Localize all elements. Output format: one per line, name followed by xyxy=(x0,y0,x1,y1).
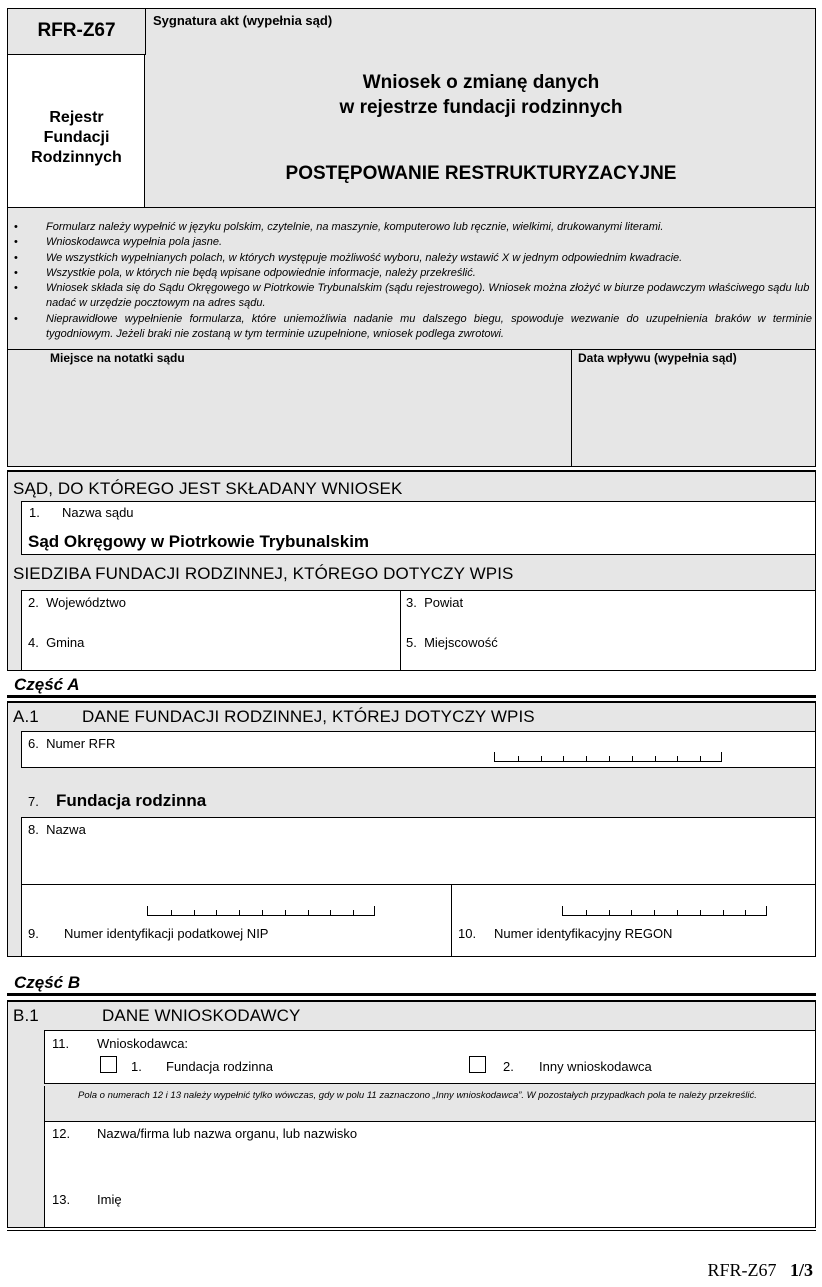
applicant-num: 11. xyxy=(52,1036,70,1051)
applicant-first-name-num: 13. xyxy=(52,1192,71,1207)
part-b-bottom-rule xyxy=(7,1227,816,1231)
family-foundation-num: 7. xyxy=(28,794,39,809)
page-footer xyxy=(600,1260,813,1281)
section-b1-title: DANE WNIOSKODAWCY xyxy=(102,1006,301,1025)
court-notes-divider xyxy=(571,349,572,467)
applicant-label: Wnioskodawca: xyxy=(97,1036,189,1051)
applicant-first-name-field[interactable] xyxy=(44,1187,815,1228)
registry-name-line-3: Rodzinnych xyxy=(31,149,122,166)
foundation-name-field[interactable] xyxy=(21,817,815,885)
instruction-item: • Wszystkie pola, w których nie będą wpisane odpowiednie informacje, należy przekreślić. xyxy=(8,266,812,281)
commune-label: 4. Gmina xyxy=(28,635,85,650)
section-b1-num: B.1 xyxy=(13,1006,39,1025)
locality-label: 5. Miejscowość xyxy=(406,635,498,650)
footer-page-number: 1/3 xyxy=(789,1260,813,1280)
footer-form-code: RFR-Z67 xyxy=(707,1260,777,1280)
regon-field[interactable] xyxy=(451,884,815,956)
form-subtitle: POSTĘPOWANIE RESTRUKTURYZACYJNE xyxy=(285,163,677,184)
instruction-item: • Wnioskodawca wypełnia pola jasne. xyxy=(8,235,812,250)
nip-field[interactable] xyxy=(21,884,451,956)
court-name-num: 1. xyxy=(29,505,40,520)
nip-num: 9. xyxy=(28,926,39,941)
court-signature-label: Sygnatura akt (wypełnia sąd) xyxy=(153,13,333,28)
instruction-item: • Nieprawidłowe wypełnienie formularza, które uniemożliwia nadanie mu dalszego biegu, spowoduje wezwanie do uzupełnienia braków w terminie tygodniowym. Jeżeli braki nie zostaną w tym terminie uzupełnione, wniosek podlega zwrotowi. xyxy=(8,312,812,343)
applicant-name-num: 12. xyxy=(52,1126,71,1141)
family-foundation-heading: Fundacja rodzinna xyxy=(56,791,207,810)
applicant-fields-note: Pola o numerach 12 i 13 należy wypełnić tylko wówczas, gdy w polu 11 zaznaczono „Inny wnioskodawca”. W pozostałych przypadkach pola te należy przekreślić. xyxy=(44,1086,815,1122)
instruction-item: • Formularz należy wypełnić w języku polskim, czytelnie, na maszynie, komputerowo lub ręcznie, wielkimi, drukowanymi literami. xyxy=(8,220,812,235)
section-a1-title: DANE FUNDACJI RODZINNEJ, KTÓREJ DOTYCZY WPIS xyxy=(82,707,535,726)
part-b-title: Część B xyxy=(14,973,81,992)
applicant-option-foundation-label: Fundacja rodzinna xyxy=(166,1059,273,1074)
instruction-item: • We wszystkich wypełnianych polach, w których występuje możliwość wyboru, należy wstawić X w jednym odpowiednim kwadracie. xyxy=(8,251,812,266)
court-name-value: Sąd Okręgowy w Piotrkowie Trybunalskim xyxy=(28,532,370,551)
seat-section-title: SIEDZIBA FUNDACJI RODZINNEJ, KTÓREGO DOTYCZY WPIS xyxy=(13,564,514,583)
regon-label: Numer identyfikacyjny REGON xyxy=(494,926,673,941)
regon-num: 10. xyxy=(458,926,477,941)
applicant-option-foundation-checkbox[interactable] xyxy=(100,1056,117,1073)
voivodeship-label: 2. Województwo xyxy=(28,595,127,610)
registry-name-line-2: Fundacji xyxy=(43,129,110,146)
instructions-list xyxy=(8,220,812,342)
registry-name-line-1: Rejestr xyxy=(49,109,104,126)
applicant-option-other-num: 2. xyxy=(503,1059,514,1074)
foundation-name-label: 8. Nazwa xyxy=(28,822,86,837)
rfr-number-comb xyxy=(494,752,722,762)
rfr-number-label: 6. Numer RFR xyxy=(28,736,116,751)
applicant-option-other-label: Inny wnioskodawca xyxy=(539,1059,652,1074)
applicant-first-name-label: Imię xyxy=(97,1192,122,1207)
nip-comb xyxy=(147,906,375,916)
nip-label: Numer identyfikacji podatkowej NIP xyxy=(64,926,269,941)
rfr-number-field[interactable] xyxy=(21,731,815,768)
regon-comb xyxy=(562,906,767,916)
court-section-title: SĄD, DO KTÓREGO JEST SKŁADANY WNIOSEK xyxy=(13,479,403,498)
received-date-label: Data wpływu (wypełnia sąd) xyxy=(578,351,737,365)
applicant-name-label: Nazwa/firma lub nazwa organu, lub nazwisko xyxy=(97,1126,358,1141)
applicant-option-other-checkbox[interactable] xyxy=(469,1056,486,1073)
part-a-rule xyxy=(7,695,816,698)
registry-name xyxy=(8,108,145,168)
part-b-rule xyxy=(7,993,816,996)
form-code: RFR-Z67 xyxy=(37,20,116,41)
court-notes-label: Miejsce na notatki sądu xyxy=(50,351,185,365)
court-notes-area xyxy=(7,349,816,467)
form-title xyxy=(146,70,816,120)
applicant-option-foundation-num: 1. xyxy=(131,1059,142,1074)
part-a-title: Część A xyxy=(14,675,80,694)
court-name-label: Nazwa sądu xyxy=(62,505,134,520)
form-title-line-1: Wniosek o zmianę danych xyxy=(362,72,600,93)
form-title-line-2: w rejestrze fundacji rodzinnych xyxy=(339,97,623,118)
section-a1-num: A.1 xyxy=(13,707,39,726)
district-label: 3. Powiat xyxy=(406,595,464,610)
instruction-item: • Wniosek składa się do Sądu Okręgowego w Piotrkowie Trybunalskim (sądu rejestrowego). Wniosek można złożyć w biurze podawczym właściwego sądu lub nadać w urzędzie pocztowym na adres sądu. xyxy=(8,281,812,312)
